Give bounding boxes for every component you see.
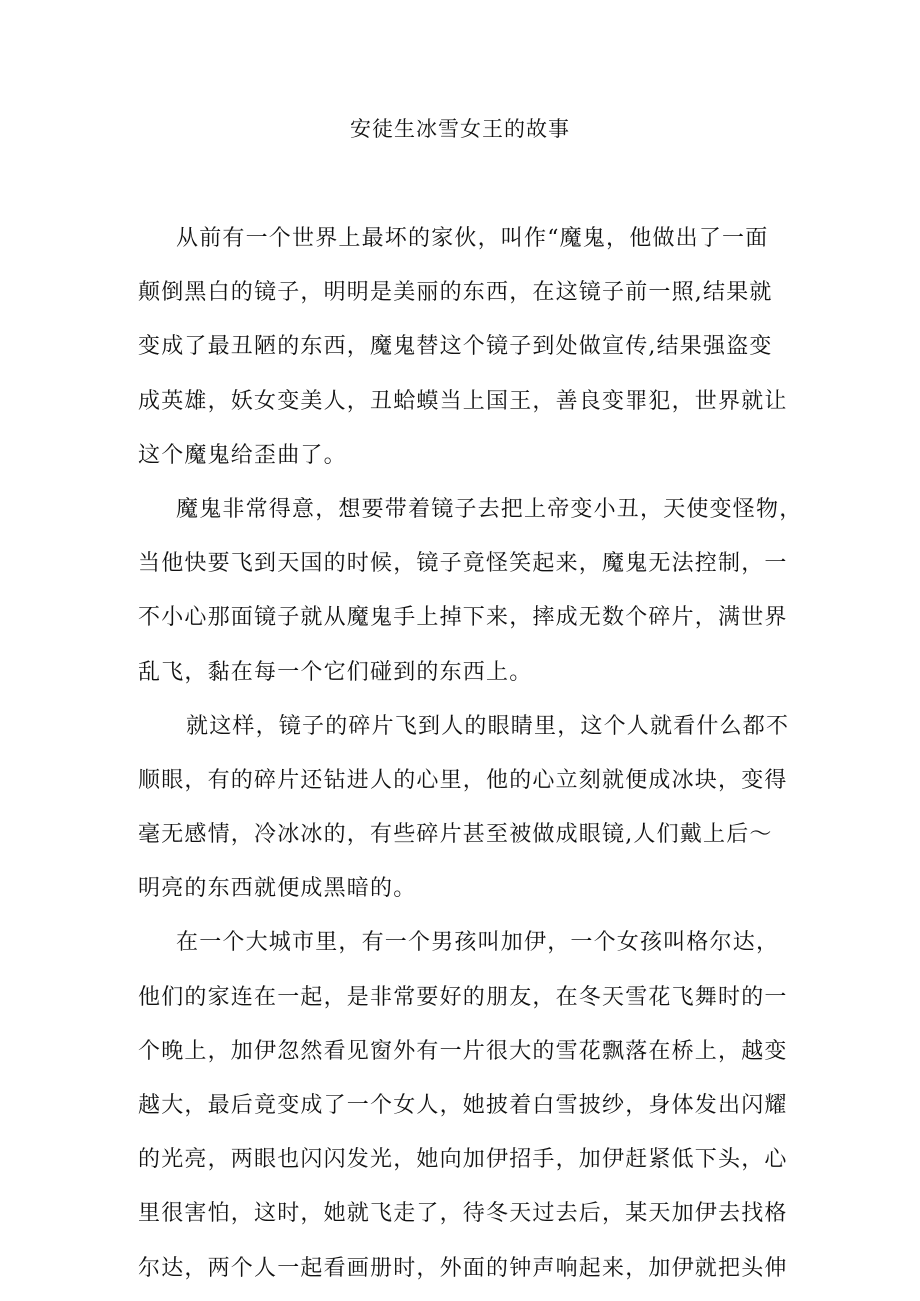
text-line: 魔鬼非常得意，想要带着镜子去把上帝变小丑，天使变怪物， <box>176 496 803 522</box>
text-line: 这个魔鬼给歪曲了。 <box>138 442 347 468</box>
paragraph-3 <box>138 700 790 917</box>
text-line: 个晚上，加伊忽然看见窗外有一片很大的雪花飘落在桥上，越变 <box>138 1038 788 1064</box>
text-line: 明亮的东西就便成黑暗的。 <box>138 876 417 902</box>
text-line: 顺眼，有的碎片还钻进人的心里，他的心立刻就便成冰块，变得 <box>138 767 788 793</box>
text-line: 在一个大城市里，有一个男孩叫加伊，一个女孩叫格尔达， <box>176 930 780 956</box>
document-title: 安徒生冰雪女王的故事 <box>350 117 570 141</box>
paragraph-2 <box>138 483 803 700</box>
document-body <box>138 212 803 1296</box>
text-line: 当他快要飞到天国的时候，镜子竟怪笑起来，魔鬼无法控制，一 <box>138 551 788 577</box>
text-line: 不小心那面镜子就从魔鬼手上掉下来，摔成无数个碎片，满世界 <box>138 605 788 631</box>
text-line: 乱飞，黏在每一个它们碰到的东西上。 <box>138 659 533 685</box>
text-line: 变成了最丑陋的东西，魔鬼替这个镜子到处做宣传,结果强盗变 <box>138 334 773 360</box>
text-line: 尔达，两个人一起看画册时，外面的钟声响起来，加伊就把头伸 <box>138 1255 788 1281</box>
text-line: 颠倒黑白的镜子，明明是美丽的东西，在这镜子前一照,结果就 <box>138 280 773 306</box>
text-line: 里很害怕，这时，她就飞走了，待冬天过去后，某天加伊去找格 <box>138 1201 788 1227</box>
paragraph-4 <box>138 916 790 1295</box>
text-line: 成英雄，妖女变美人，丑蛤蟆当上国王，善良变罪犯，世界就让 <box>138 388 788 414</box>
text-line: 越大，最后竟变成了一个女人，她披着白雪披纱，身体发出闪耀 <box>138 1093 788 1118</box>
paragraph-1 <box>138 212 790 483</box>
text-line: 从前有一个世界上最坏的家伙，叫作“魔鬼，他做出了一面 <box>176 226 769 251</box>
text-line: 就这样，镜子的碎片飞到人的眼睛里，这个人就看什么都不 <box>186 713 790 739</box>
text-line: 他们的家连在一起，是非常要好的朋友，在冬天雪花飞舞时的一 <box>138 984 788 1010</box>
text-line: 毫无感情，冷冰冰的，有些碎片甚至被做成眼镜,人们戴上后～ <box>138 822 773 848</box>
text-line: 的光亮，两眼也闪闪发光，她向加伊招手，加伊赶紧低下头，心 <box>138 1147 788 1173</box>
